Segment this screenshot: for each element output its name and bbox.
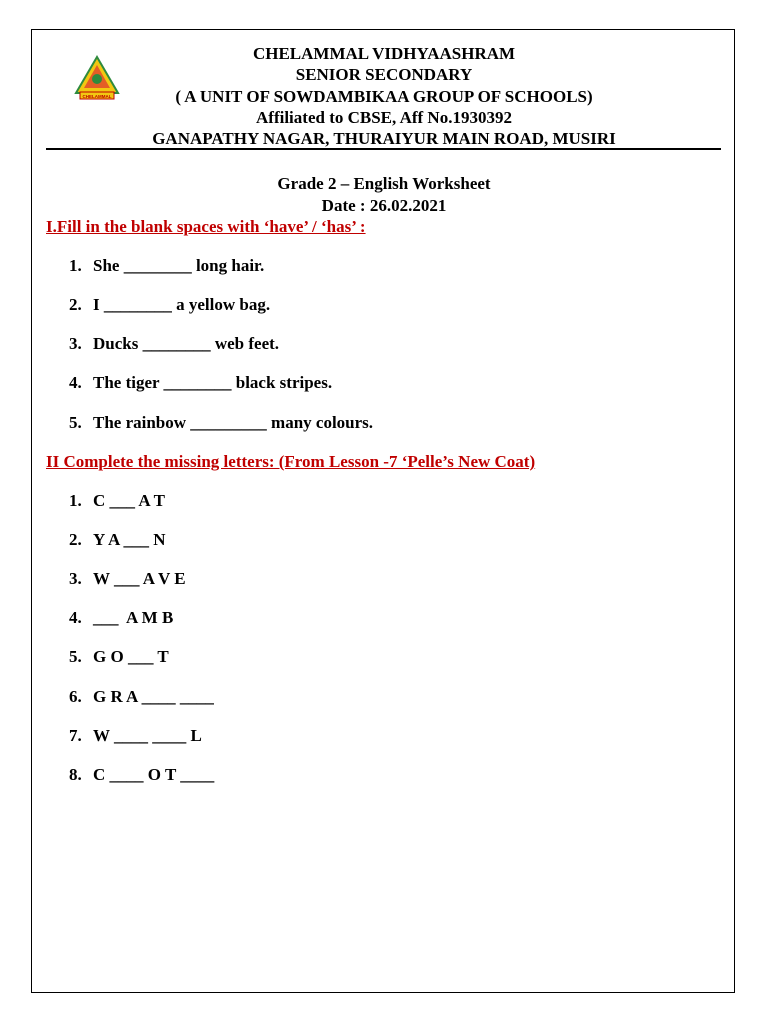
list-item: 5. G O ___ T xyxy=(69,647,169,666)
list-item: 3. Ducks ________ web feet. xyxy=(69,334,280,353)
list-item: 1. She ________ long hair. xyxy=(69,256,265,275)
list-item: 1. C ___ A T xyxy=(69,491,165,510)
school-name: CHELAMMAL VIDHYAASHRAM xyxy=(252,44,516,63)
school-address: GANAPATHY NAGAR, THURAIYUR MAIN ROAD, MUSIRI xyxy=(152,129,616,148)
worksheet-date: Date : 26.02.2021 xyxy=(321,196,447,215)
school-level: SENIOR SECONDARY xyxy=(295,65,473,84)
list-item: 4. ___ A M B xyxy=(69,608,174,627)
list-item: 2. I ________ a yellow bag. xyxy=(69,295,271,314)
section2-heading: II Complete the missing letters: (From Lesson -7 ‘Pelle’s New Coat) xyxy=(46,452,536,471)
list-item: 8. C ____ O T ____ xyxy=(69,765,215,784)
header-divider xyxy=(46,148,721,150)
section1-heading: I.Fill in the blank spaces with ‘have’ / ‘has’ : xyxy=(46,217,366,236)
list-item: 2. Y A ___ N xyxy=(69,530,166,549)
list-item: 3. W ___ A V E xyxy=(69,569,186,588)
list-item: 6. G R A ____ ____ xyxy=(69,687,214,706)
school-affiliation: Affiliated to CBSE, Aff No.1930392 xyxy=(256,108,512,127)
list-item: 7. W ____ ____ L xyxy=(69,726,202,745)
list-item: 5. The rainbow _________ many colours. xyxy=(69,413,374,432)
school-unit: ( A UNIT OF SOWDAMBIKAA GROUP OF SCHOOLS) xyxy=(175,87,593,106)
list-item: 4. The tiger ________ black stripes. xyxy=(69,373,333,392)
svg-text:CHELAMMAL: CHELAMMAL xyxy=(82,94,112,99)
worksheet-title: Grade 2 – English Worksheet xyxy=(277,174,491,193)
